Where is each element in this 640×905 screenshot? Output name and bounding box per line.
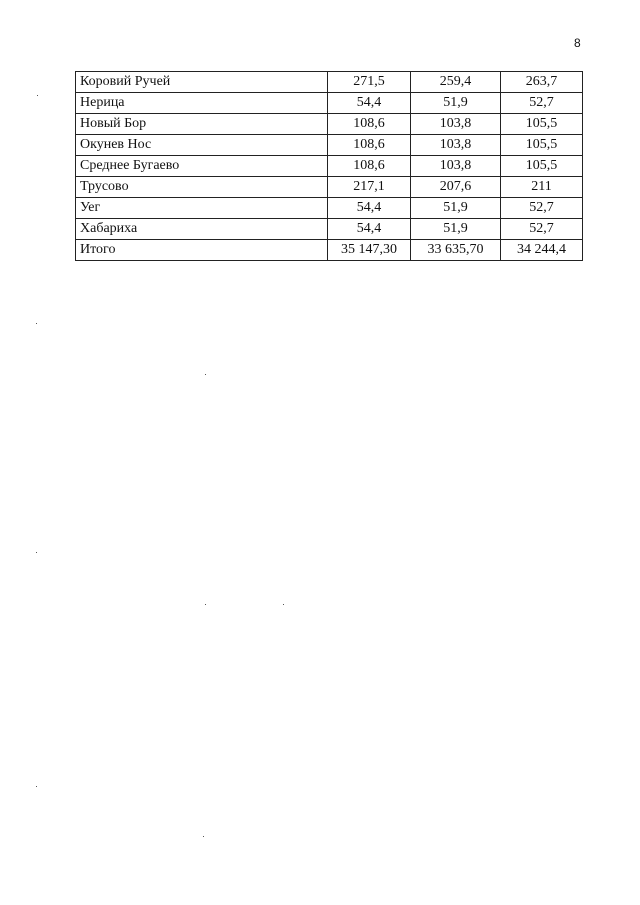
value-col-2: 51,9	[411, 198, 501, 219]
scan-speck	[283, 604, 284, 605]
settlement-name: Окунев Нос	[76, 135, 328, 156]
value-col-3: 52,7	[501, 93, 583, 114]
table-row	[76, 177, 583, 198]
table-row	[76, 156, 583, 177]
total-col-2: 33 635,70	[411, 240, 501, 261]
settlement-name: Нерица	[76, 93, 328, 114]
data-table	[75, 71, 583, 261]
value-col-3: 52,7	[501, 198, 583, 219]
page-number: 8	[574, 36, 581, 50]
settlement-name: Новый Бор	[76, 114, 328, 135]
total-col-3: 34 244,4	[501, 240, 583, 261]
value-col-1: 54,4	[328, 198, 411, 219]
table-total-row	[76, 240, 583, 261]
settlement-name: Хабариха	[76, 219, 328, 240]
value-col-2: 103,8	[411, 114, 501, 135]
value-col-3: 105,5	[501, 135, 583, 156]
value-col-1: 54,4	[328, 93, 411, 114]
settlement-name: Уег	[76, 198, 328, 219]
scan-speck	[203, 836, 204, 837]
scan-speck	[36, 323, 37, 324]
value-col-2: 259,4	[411, 72, 501, 93]
value-col-2: 103,8	[411, 135, 501, 156]
scan-speck	[36, 552, 37, 553]
value-col-2: 51,9	[411, 93, 501, 114]
total-col-1: 35 147,30	[328, 240, 411, 261]
value-col-1: 108,6	[328, 156, 411, 177]
value-col-1: 54,4	[328, 219, 411, 240]
table-row	[76, 198, 583, 219]
table-row	[76, 114, 583, 135]
value-col-3: 211	[501, 177, 583, 198]
table-row	[76, 135, 583, 156]
value-col-2: 207,6	[411, 177, 501, 198]
value-col-1: 108,6	[328, 135, 411, 156]
value-col-2: 103,8	[411, 156, 501, 177]
value-col-3: 52,7	[501, 219, 583, 240]
total-label: Итого	[76, 240, 328, 261]
value-col-1: 108,6	[328, 114, 411, 135]
value-col-2: 51,9	[411, 219, 501, 240]
table-row	[76, 93, 583, 114]
value-col-3: 105,5	[501, 156, 583, 177]
settlement-name: Коровий Ручей	[76, 72, 328, 93]
value-col-3: 263,7	[501, 72, 583, 93]
value-col-1: 271,5	[328, 72, 411, 93]
scan-speck	[205, 374, 206, 375]
table-row	[76, 72, 583, 93]
scan-speck	[205, 604, 206, 605]
value-col-3: 105,5	[501, 114, 583, 135]
value-col-1: 217,1	[328, 177, 411, 198]
scan-speck	[37, 95, 38, 96]
scan-speck	[36, 786, 37, 787]
table-row	[76, 219, 583, 240]
settlement-name: Трусово	[76, 177, 328, 198]
settlement-name: Среднее Бугаево	[76, 156, 328, 177]
